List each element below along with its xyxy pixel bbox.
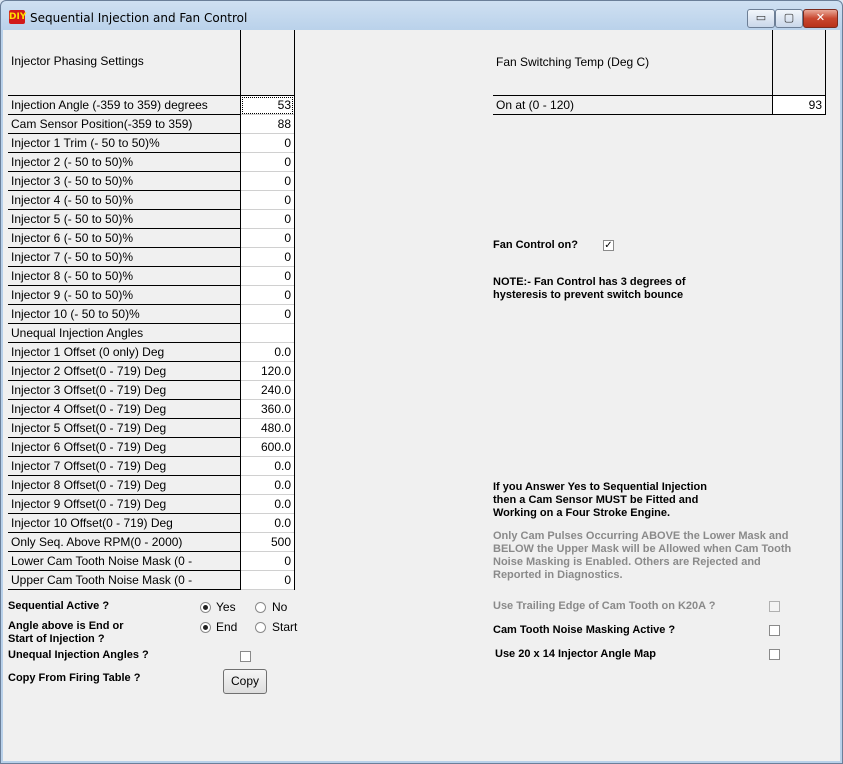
angle-end-label[interactable]: End — [216, 620, 238, 634]
row-value-cell[interactable] — [241, 324, 294, 343]
row-label: Injector 8 (- 50 to 50)% — [8, 267, 240, 286]
row-value-cell[interactable]: 360.0 — [241, 400, 294, 419]
angle-start-label[interactable]: Start — [272, 620, 298, 634]
table-row — [8, 495, 295, 514]
fan-note-line2: hysteresis to prevent switch bounce — [493, 289, 684, 301]
row-value-cell[interactable]: 480.0 — [241, 419, 294, 438]
table-row — [8, 210, 295, 229]
table-row — [8, 533, 295, 552]
row-label: Upper Cam Tooth Noise Mask (0 - — [8, 571, 240, 590]
table-row — [8, 457, 295, 476]
fan-grid-bottom-border — [493, 114, 826, 115]
row-value-cell[interactable]: 0 — [241, 267, 294, 286]
table-row — [8, 438, 295, 457]
row-value-cell[interactable]: 0.0 — [241, 343, 294, 362]
row-value-cell[interactable]: 0 — [241, 210, 294, 229]
fan-grid-right-border — [825, 30, 826, 115]
close-button[interactable]: ✕ — [803, 9, 838, 28]
row-label: Unequal Injection Angles — [8, 324, 240, 343]
sequential-yes-radio[interactable] — [200, 602, 211, 613]
sequential-yes-label[interactable]: Yes — [216, 600, 236, 614]
angle-map-checkbox[interactable] — [769, 649, 780, 660]
row-label: Injector 4 Offset(0 - 719) Deg — [8, 400, 240, 419]
row-value-cell[interactable]: 0.0 — [241, 514, 294, 533]
table-row — [8, 172, 295, 191]
unequal-angles-checkbox[interactable] — [240, 651, 251, 662]
noise-masking-label: Cam Tooth Noise Masking Active ? — [493, 624, 676, 636]
fan-temp-grid — [493, 30, 826, 115]
table-row — [8, 552, 295, 571]
row-value-cell[interactable]: 0 — [241, 552, 294, 571]
angle-above-label-line1: Angle above is End or — [8, 620, 124, 632]
grid-header-right-border — [294, 30, 295, 96]
table-row — [8, 381, 295, 400]
trailing-edge-label: Use Trailing Edge of Cam Tooth on K20A ? — [493, 600, 716, 612]
minimize-button[interactable]: ▭ — [747, 9, 775, 28]
row-label: Injection Angle (-359 to 359) degrees — [8, 96, 240, 115]
table-row — [8, 476, 295, 495]
row-value-cell[interactable]: 240.0 — [241, 381, 294, 400]
table-row — [8, 229, 295, 248]
row-label: Injector 4 (- 50 to 50)% — [8, 191, 240, 210]
title-bar[interactable] — [1, 1, 842, 31]
trailing-edge-checkbox[interactable] — [769, 601, 780, 612]
mask-info-line2: BELOW the Upper Mask will be Allowed when Cam Tooth — [493, 543, 792, 555]
angle-map-label: Use 20 x 14 Injector Angle Map — [495, 648, 656, 660]
table-row — [8, 343, 295, 362]
angle-end-radio[interactable] — [200, 622, 211, 633]
table-row — [8, 571, 295, 590]
mask-info-line1: Only Cam Pulses Occurring ABOVE the Lower Mask and — [493, 530, 789, 542]
row-value-cell[interactable]: 0.0 — [241, 457, 294, 476]
row-label: Injector 9 (- 50 to 50)% — [8, 286, 240, 305]
row-label: Injector 10 (- 50 to 50)% — [8, 305, 240, 324]
sequential-active-label: Sequential Active ? — [8, 600, 110, 612]
fan-note-line1: NOTE:- Fan Control has 3 degrees of — [493, 276, 686, 288]
row-value-cell[interactable]: 0 — [241, 172, 294, 191]
angle-start-radio[interactable] — [255, 622, 266, 633]
row-label: Injector 8 Offset(0 - 719) Deg — [8, 476, 240, 495]
injector-grid-title: Injector Phasing Settings — [11, 54, 144, 68]
row-label: Injector 7 (- 50 to 50)% — [8, 248, 240, 267]
row-label: Injector 5 Offset(0 - 719) Deg — [8, 419, 240, 438]
row-label: Injector 1 Trim (- 50 to 50)% — [8, 134, 240, 153]
mask-info-line3: Noise Masking is Enabled. Others are Rejected and — [493, 556, 761, 568]
row-value-cell[interactable]: 0 — [241, 134, 294, 153]
row-value-cell[interactable]: 0 — [241, 229, 294, 248]
app-logo-icon: DIY — [9, 12, 27, 22]
sequential-no-radio[interactable] — [255, 602, 266, 613]
table-row — [8, 134, 295, 153]
row-value-cell[interactable]: 0.0 — [241, 495, 294, 514]
row-label: Injector 2 Offset(0 - 719) Deg — [8, 362, 240, 381]
row-label: Injector 1 Offset (0 only) Deg — [8, 343, 240, 362]
row-label: Injector 6 Offset(0 - 719) Deg — [8, 438, 240, 457]
row-label: Injector 6 (- 50 to 50)% — [8, 229, 240, 248]
fan-on-at-value: 93 — [808, 98, 822, 112]
table-row — [8, 115, 295, 134]
table-row — [8, 96, 295, 115]
row-value-cell[interactable]: 500 — [241, 533, 294, 552]
window-title: Sequential Injection and Fan Control — [30, 11, 248, 25]
row-value-cell[interactable]: 53 — [241, 96, 294, 115]
row-label: Injector 2 (- 50 to 50)% — [8, 153, 240, 172]
row-value-cell[interactable]: 0 — [241, 191, 294, 210]
table-row — [8, 267, 295, 286]
table-row — [8, 305, 295, 324]
row-value-cell[interactable]: 88 — [241, 115, 294, 134]
client-area — [3, 30, 840, 761]
row-value-cell[interactable]: 0 — [241, 153, 294, 172]
table-row — [8, 419, 295, 438]
row-value-cell[interactable]: 0 — [241, 305, 294, 324]
table-row — [8, 191, 295, 210]
table-row — [8, 514, 295, 533]
fan-on-at-label: On at (0 - 120) — [496, 98, 575, 112]
table-row — [8, 400, 295, 419]
fan-grid-title: Fan Switching Temp (Deg C) — [496, 55, 650, 69]
row-value-cell[interactable]: 0 — [241, 286, 294, 305]
grid-column-divider — [240, 96, 241, 590]
row-value-cell[interactable]: 120.0 — [241, 362, 294, 381]
row-label: Injector 3 (- 50 to 50)% — [8, 172, 240, 191]
row-label: Only Seq. Above RPM(0 - 2000) — [8, 533, 240, 552]
mask-info-line4: Reported in Diagnostics. — [493, 569, 623, 581]
grid-right-border — [294, 96, 295, 590]
row-label: Injector 10 Offset(0 - 719) Deg — [8, 514, 240, 533]
warning-line3: Working on a Four Stroke Engine. — [493, 507, 671, 519]
row-value-cell[interactable]: 0.0 — [241, 476, 294, 495]
copy-firing-table-label: Copy From Firing Table ? — [8, 672, 141, 684]
noise-masking-checkbox[interactable] — [769, 625, 780, 636]
row-value-cell[interactable]: 600.0 — [241, 438, 294, 457]
maximize-button[interactable]: ▢ — [775, 9, 803, 28]
row-label: Injector 5 (- 50 to 50)% — [8, 210, 240, 229]
unequal-angles-label: Unequal Injection Angles ? — [8, 649, 149, 661]
table-row — [8, 324, 295, 343]
row-value-cell[interactable]: 0 — [241, 248, 294, 267]
sequential-no-label[interactable]: No — [272, 600, 288, 614]
grid-header-divider — [240, 30, 241, 96]
row-label: Injector 3 Offset(0 - 719) Deg — [8, 381, 240, 400]
table-row — [8, 153, 295, 172]
angle-above-label-line2: Start of Injection ? — [8, 633, 105, 645]
fan-control-checkbox[interactable]: ✓ — [604, 240, 613, 251]
row-label: Lower Cam Tooth Noise Mask (0 - — [8, 552, 240, 571]
row-label: Injector 7 Offset(0 - 719) Deg — [8, 457, 240, 476]
table-row — [8, 248, 295, 267]
copy-button[interactable]: Copy — [223, 669, 267, 694]
row-label: Injector 9 Offset(0 - 719) Deg — [8, 495, 240, 514]
warning-line2: then a Cam Sensor MUST be Fitted and — [493, 494, 699, 506]
table-row — [8, 362, 295, 381]
fan-on-at-cell[interactable] — [773, 96, 825, 114]
fan-control-label: Fan Control on? — [493, 239, 578, 251]
table-row — [8, 286, 295, 305]
row-label: Cam Sensor Position(-359 to 359) — [8, 115, 240, 134]
row-value-cell[interactable]: 0 — [241, 571, 294, 590]
warning-line1: If you Answer Yes to Sequential Injection — [493, 481, 707, 493]
injector-grid-header — [8, 30, 295, 96]
